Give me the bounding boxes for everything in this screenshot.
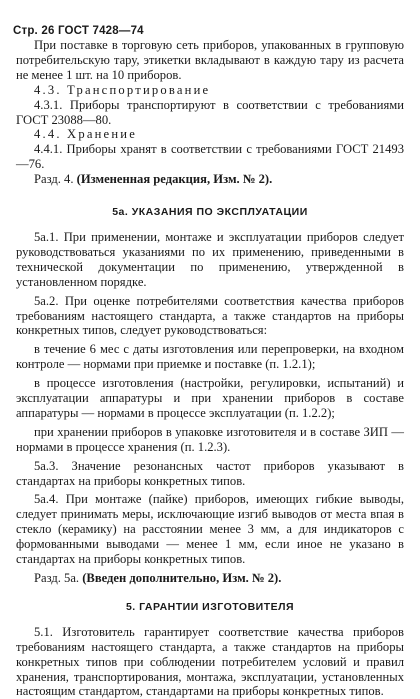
document-body	[16, 38, 404, 699]
paragraph-5a-2: 5а.2. При оценке потребителями соответствия качества приборов требованиям настоящего стандарта, а также стандартов на приборы конкретных типов, следует руководствоваться:	[16, 293, 404, 338]
amendment-ref: Разд. 5а.	[34, 571, 83, 585]
paragraph-5a-3: 5а.3. Значение резонансных частот приборов указывают в стандартах на приборы конкретных типов.	[16, 458, 404, 488]
subsection-heading-transport: 4.3. Транспортирование	[34, 82, 211, 97]
paragraph-4-4-1: 4.4.1. Приборы хранят в соответствии с требованиями ГОСТ 21493—76.	[16, 142, 404, 172]
subsection-heading-storage: 4.4. Хранение	[34, 127, 138, 142]
paragraph-4-3-1: 4.3.1. Приборы транспортируют в соответствии с требованиями ГОСТ 23088—80.	[16, 97, 404, 127]
section-heading-5a: 5а. УКАЗАНИЯ ПО ЭКСПЛУАТАЦИИ	[112, 206, 308, 219]
paragraph-5a-2-item-1: в течение 6 мес с даты изготовления или перепроверки, на входном контроле — нормами при приемке и поставке (п. 1.2.1);	[16, 342, 404, 372]
paragraph-5a-2-item-3: при хранении приборов в упаковке изготовителя и в составе ЗИП — нормами в процессе хранения (п. 1.2.3).	[16, 424, 404, 454]
amendment-ref: Разд. 4.	[34, 172, 77, 187]
page-header: Стр. 26 ГОСТ 7428—74	[13, 25, 144, 37]
paragraph-packaging: При поставке в торговую сеть приборов, упакованных в групповую потребительскую тару, этикетки вкладывают в каждую тару из расчета не менее 1 шт. на 10 приборов.	[16, 38, 404, 82]
paragraph-5a-2-item-2: в процессе изготовления (настройки, регулировки, испытаний) и эксплуатации аппаратуры и при хранении приборов в составе аппаратуры — нормами в процессе эксплуатации (п. 1.2.2);	[16, 376, 404, 420]
paragraph-5-1: 5.1. Изготовитель гарантирует соответствие качества приборов требованиям настоящего стандарта, а также стандартов на приборы конкретных типов при соблюдении потребителем условий и правил хранения, транспортирования, монтажа, эксплуатации, установленных настоящим стандартом, стандартами на приборы конкретных типов.	[16, 624, 404, 699]
amendment-note-section-5a	[16, 571, 404, 586]
section-heading-5: 5. ГАРАНТИИ ИЗГОТОВИТЕЛЯ	[125, 600, 295, 613]
amendment-text: (Измененная редакция, Изм. № 2).	[76, 172, 273, 187]
paragraph-5a-1: 5а.1. При применении, монтаже и эксплуатации приборов следует руководствоваться указаниями по их применению, приведенными в технической документации по применению, утвержденной в установленном порядке.	[16, 229, 404, 289]
paragraph-5a-4: 5а.4. При монтаже (пайке) приборов, имеющих гибкие выводы, следует принимать меры, исключающие изгиб выводов от места впая в стекло (керамику) на расстоянии менее 3 мм, а для индикаторов с формованными выводами — менее 1 мм, если иное не указано в стандартах на приборы конкретных типов.	[16, 492, 404, 567]
amendment-text: (Введен дополнительно, Изм. № 2).	[82, 571, 282, 585]
amendment-note-section-4	[16, 172, 404, 187]
